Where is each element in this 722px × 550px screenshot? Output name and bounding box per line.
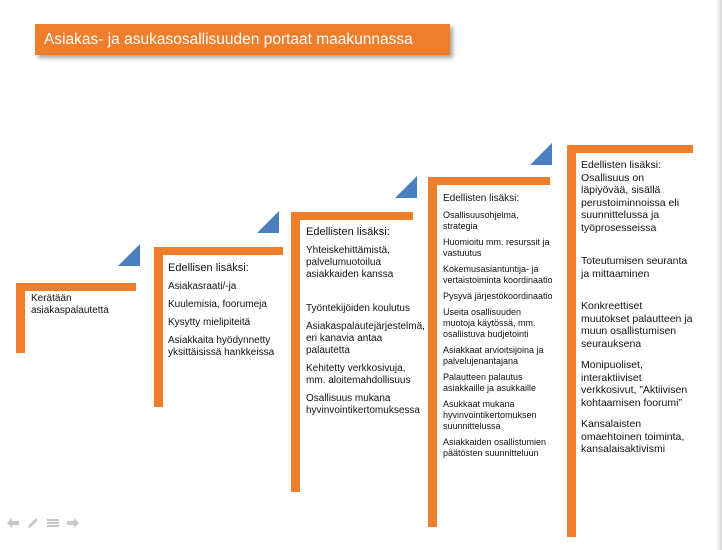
step-3-text: [306, 226, 425, 423]
step-2-header: Edellisen lisäksi:: [168, 262, 249, 274]
step-5-item-3: Monipuoliset, interaktiiviset verkkosivut, ”Aktiivisen kohtaamisen foorumi”: [581, 359, 688, 409]
slide-title: Asiakas- ja asukasosallisuuden portaat maakunnassa: [35, 24, 450, 55]
step-4-text: [443, 192, 555, 464]
menu-icon[interactable]: [46, 517, 60, 529]
step-2-item-3: Kysytty mielipiteitä: [168, 317, 251, 328]
step-4-item-3: Kokemusasiantuntija- ja vertaistoiminta koordinaatio: [443, 264, 553, 285]
step-4-item-2: Huomioitu mm. resurssit ja vastuutus: [443, 237, 550, 258]
step-5-intro: Osallisuus on läpiyövää, sisällä perustoiminnoissa eli suunnittelussa ja työprosesseissa: [581, 171, 680, 234]
step-3-item-5: Osallisuus mukana hyvinvointikertomuksessa: [306, 393, 420, 416]
step-2-vertical-bar: [154, 247, 163, 407]
step-4-item-5: Useita osallisuuden muotoja käytössä, mm. osallistuva budjetointi: [443, 307, 536, 339]
step-3-item-1: Yhteiskehittämistä, palvelumuotoilua asiakkaiden kanssa: [306, 245, 394, 280]
step-3-item-3: Asiakaspalautejärjestelmä, eri kanavia antaa palautetta: [306, 321, 425, 356]
step-4-horizontal-bar: [428, 177, 550, 185]
step-2-item-4: Asiakkaita hyödynnetty yksittäisissä hankkeissa: [168, 335, 275, 358]
step-3-horizontal-bar: [291, 212, 413, 220]
step-4-item-1: Osallisuusohjelma, strategia: [443, 210, 519, 231]
step-3-header: Edellisten lisäksi:: [306, 226, 390, 238]
step-3-item-2: Työntekijöiden koulutus: [306, 303, 410, 314]
step-5-spacer: [581, 242, 693, 255]
step-4-item-4: Pysyvä järjestökoordinaatio: [443, 291, 553, 301]
back-arrow-icon[interactable]: [6, 517, 20, 529]
step-4-item-9: Asiakkaiden osallistumien päätösten suunnitteluun: [443, 437, 547, 458]
step-1-item-1: Kerätään asiakaspalautetta: [31, 293, 109, 316]
step-5-item-4: Kansalaisten omaehtoinen toiminta, kansalaisaktivismi: [581, 418, 685, 455]
step-5-text: [581, 159, 693, 464]
step-5-horizontal-bar: [567, 145, 693, 153]
step-3-vertical-bar: [291, 212, 300, 492]
step-3-triangle-icon: [395, 176, 417, 198]
slide-edge: [716, 0, 722, 550]
step-2-item-2: Kuulemisia, foorumeja: [168, 299, 267, 310]
step-2-text: [168, 262, 283, 365]
step-2-horizontal-bar: [154, 247, 283, 255]
step-2-triangle-icon: [257, 211, 279, 233]
pen-icon[interactable]: [26, 517, 40, 529]
forward-arrow-icon[interactable]: [66, 517, 80, 529]
step-5-item-1: Toteutumisen seuranta ja mittaaminen: [581, 255, 688, 280]
step-4-triangle-icon: [530, 143, 552, 165]
step-1-triangle-icon: [118, 244, 140, 266]
step-4-header: Edellisten lisäksi:: [443, 193, 520, 204]
step-1-vertical-bar: [16, 283, 25, 353]
step-3-item-4: Kehitetty verkkosivuja, mm. aloitemahdollisuus: [306, 363, 411, 386]
step-5-vertical-bar: [567, 145, 576, 537]
step-1-horizontal-bar: [16, 283, 136, 291]
step-4-item-6: Asiakkaat arvioitsijoina ja palvelujenantajana: [443, 345, 544, 366]
step-4-item-8: Asukkaat mukana hyvinvointikertomuksen suunnittelussa: [443, 399, 537, 431]
step-4-item-7: Palautteen palautus asiakkaille ja asukkaille: [443, 372, 537, 393]
step-4-vertical-bar: [428, 177, 437, 527]
step-5-header: Edellisten lisäksi:: [581, 159, 661, 171]
step-2-item-1: Asiakasraati/-ja: [168, 281, 237, 292]
step-5-item-2: Konkreettiset muutokset palautteen ja muun osallistumisen seurauksena: [581, 300, 693, 350]
slideshow-nav: [6, 516, 80, 530]
step-1-text: [31, 293, 141, 323]
